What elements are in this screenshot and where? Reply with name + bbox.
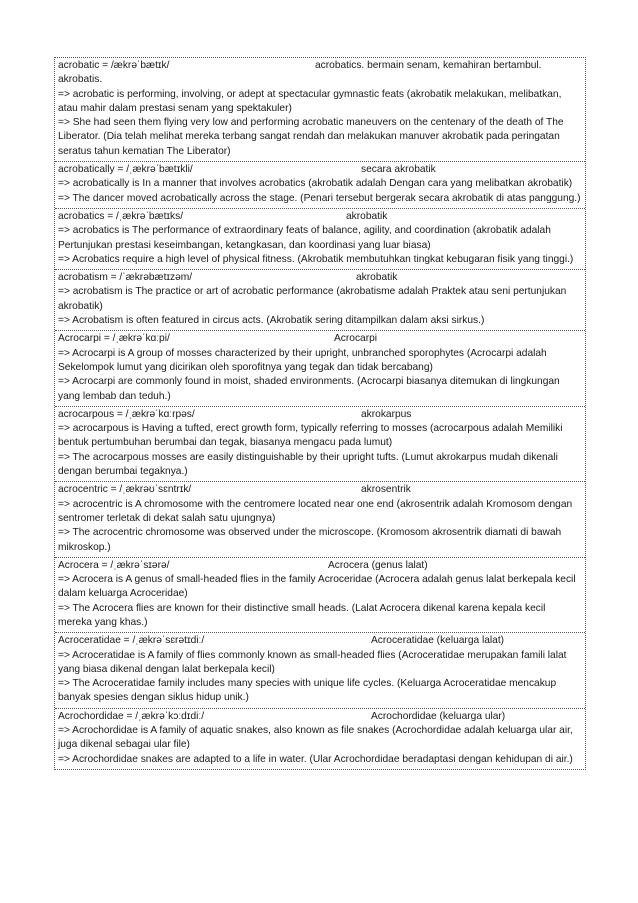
entry (55, 58, 585, 162)
entry-term: acrobatics = /ˌækrəˈbætɪks/ (58, 210, 184, 222)
entry-translation: acrobatics. bermain senam, kemahiran bertambul. (315, 60, 542, 71)
entry-header (58, 710, 582, 724)
entry-header (58, 163, 582, 177)
entry-example: => Acrocarpi are commonly found in moist, shaded environments. (Acrocarpi biasanya ditemukan di lingkungan yang lembab dan teduh.) (58, 376, 560, 402)
entry-header (58, 559, 582, 573)
entry-term: acrobatism = /ˈækrəbætɪzəm/ (58, 272, 193, 284)
entry-example: => Acrobatism is often featured in circus acts. (Akrobatik sering ditampilkan dalam aksi sirkus.) (58, 315, 485, 327)
entry-header (58, 332, 582, 346)
entry (55, 709, 585, 769)
entry-definition: => acrocarpous is Having a tufted, erect growth form, typically referring to mosses (acrocarpous adalah Memiliki bentuk pertumbuhan berumbai dan tegak, biasanya mengacu pada lumut) (58, 423, 563, 449)
entry-example: => The acrocarpous mosses are easily distinguishable by their upright tufts. (Lumut akrokarpus mudah dikenali dengan berumbai tegaknya.) (58, 451, 558, 478)
entry-example: => Acrobatics require a high level of physical fitness. (Akrobatik membutuhkan tingkat kebugaran fisik yang tinggi.) (58, 253, 574, 265)
entry-definition: => acrobatism is The practice or art of acrobatic performance (akrobatisme adalah Praktek atau seni pertunjukan akrobatik) (58, 286, 567, 312)
entry-translation: akrosentrik (361, 484, 411, 496)
entry-translation: Acroceratidae (keluarga lalat) (371, 635, 505, 647)
entry-example: => The acrocentric chromosome was observed under the microscope. (Kromosom akrosentrik diamati di bawah mikroskop.) (58, 527, 562, 553)
entry-definition: => acrobatics is The performance of extraordinary feats of balance, agility, and coordination (akrobatik adalah Pertunjukan prestasi keseimbangan, ketangkasan, dan koordinasi yang luar biasa) (58, 225, 551, 251)
entry-term: Acroceratidae = /ˌækrəˈsɛrətɪdiː/ (58, 635, 205, 647)
entry-example: => The Acroceratidae family includes many species with unique life cycles. (Keluarga Acroceratidae mencakup banyak spesies dengan siklus hidup unik.) (58, 678, 557, 704)
entry-term: Acrocera = /ˌækrəˈsɪərə/ (58, 559, 170, 571)
entry-translation: akrobatik (346, 210, 388, 222)
entry-line: akrobatis. (58, 74, 103, 86)
entry (55, 407, 585, 482)
entry-example: => She had seen them flying very low and performing acrobatic maneuvers on the centenary of the death of The Liberator. (Dia telah melihat mereka terbang sangat rendah dan melakukan manuver akrobatik pada peringatan seratus tahun kematian The Liberator) (58, 117, 564, 157)
entry-translation: Acrocera (genus lalat) (328, 559, 428, 571)
entry-header (58, 59, 582, 73)
entry-example: => Acrochordidae snakes are adapted to a life in water. (Ular Acrochordidae beradaptasi dengan kehidupan di air.) (58, 753, 573, 765)
entry (55, 162, 585, 209)
entry-header (58, 483, 582, 497)
entry-definition: => Acrocarpi is A group of mosses characterized by their upright, unbranched sporophytes (Acrocarpi adalah Sekelompok lumut yang dicirikan oleh sporofitnya yang tegak dan tidak bercabang) (58, 347, 547, 373)
entry (55, 209, 585, 270)
entry-term: acrobatically = /ˌækrəˈbætɪkli/ (58, 164, 193, 176)
entry-term: Acrochordidae = /ˌækrəˈkɔːdɪdiː/ (58, 710, 205, 722)
entry-header (58, 210, 582, 224)
entry-header (58, 408, 582, 422)
entry-translation: Acrochordidae (keluarga ular) (371, 710, 506, 722)
entry-translation: akrobatik (356, 272, 398, 284)
entry-definition: => Acroceratidae is A family of flies commonly known as small-headed flies (Acroceratidae merupakan famili lalat yang biasa dikenal dengan lalat berkepala kecil) (58, 649, 567, 675)
entry (55, 633, 585, 708)
entry-header (58, 271, 582, 285)
entry (55, 482, 585, 557)
entry-header (58, 634, 582, 648)
entry-example: => The dancer moved acrobatically across the stage. (Penari tersebut bergerak secara akrobatik di atas panggung.) (58, 192, 581, 204)
entry-translation: Acrocarpi (334, 333, 378, 345)
entry-definition: => acrobatic is performing, involving, or adept at spectacular gymnastic feats (akrobatik melakukan, melibatkan, atau mahir dalam prestasi senam yang spektakuler) (58, 88, 562, 114)
entry-definition: => Acrocera is A genus of small-headed flies in the family Acroceridae (Acrocera adalah genus lalat berkepala kecil dalam keluarga Acroceridae) (58, 574, 576, 600)
entry-term: acrobatic = /ækrəˈbætɪk/ (58, 60, 170, 71)
dictionary-table (54, 57, 586, 770)
entry-definition: => acrocentric is A chromosome with the centromere located near one end (akrosentrik adalah Kromosom dengan sentromer terletak di dekat salah satu ujungnya) (58, 498, 573, 524)
entry-translation: secara akrobatik (361, 164, 436, 176)
entry-translation: akrokarpus (361, 408, 412, 420)
entry-definition: => acrobatically is In a manner that involves acrobatics (akrobatik adalah Dengan cara yang melibatkan akrobatik) (58, 178, 573, 190)
entry (55, 558, 585, 633)
entry-term: acrocentric = /ˌækrəʊˈsɛntrɪk/ (58, 484, 192, 496)
entry (55, 331, 585, 406)
entry-example: => The Acrocera flies are known for their distinctive small heads. (Lalat Acrocera dikenal karena kepala kecil mereka yang khas.) (58, 602, 546, 628)
entry-term: Acrocarpi = /ˌækrəˈkɑːpi/ (58, 333, 170, 345)
entry (55, 270, 585, 331)
entry-definition: => Acrochordidae is A family of aquatic snakes, also known as file snakes (Acrochordidae adalah keluarga ular air, juga dikenal sebagai ular file) (58, 725, 573, 751)
entry-term: acrocarpous = /ˌækrəˈkɑːrpəs/ (58, 408, 195, 420)
